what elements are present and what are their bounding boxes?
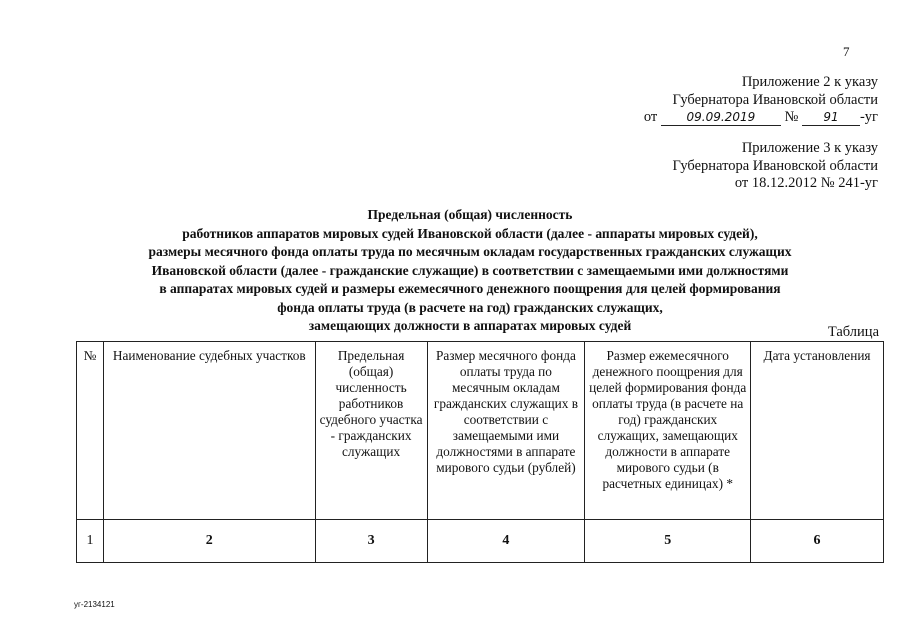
page-number: 7 xyxy=(843,44,850,59)
table-caption: Таблица xyxy=(827,324,879,340)
appendix-new-line2: Губернатора Ивановской области xyxy=(672,91,878,108)
title-line: замещающих должности в аппаратах мировых судей xyxy=(308,318,632,333)
title-line: Ивановской области (далее - гражданские служащие) в соответствии с замещаемыми ими должностями xyxy=(151,262,789,278)
table-numbering-row xyxy=(77,520,884,563)
header-court-districts: Наименование судебных участков xyxy=(103,342,315,520)
number-prefix: № xyxy=(784,109,799,125)
header-date-established: Дата установления xyxy=(751,342,884,520)
footer-document-code: уг-2134121 xyxy=(74,600,115,609)
appendix-new-date-line xyxy=(644,109,878,127)
staffing-table xyxy=(76,341,884,563)
table-cell: 2 xyxy=(103,520,315,563)
appendix-old-line1: Приложение 3 к указу xyxy=(741,140,878,156)
title-line: Предельная (общая) численность xyxy=(367,207,573,222)
title-line: размеры месячного фонда оплаты труда по месячным окладам государственных гражданских служащих xyxy=(148,244,792,259)
title-line: фонда оплаты труда (в расчете на год) гражданских служащих, xyxy=(277,299,663,315)
table-header-row xyxy=(77,342,884,520)
appendix-old-heading xyxy=(673,140,878,193)
table-cell: 6 xyxy=(751,520,884,563)
table-cell: 1 xyxy=(77,520,104,563)
document-title xyxy=(100,206,840,336)
title-line: работников аппаратов мировых судей Ивановской области (далее - аппараты мировых судей), xyxy=(182,225,758,241)
appendix-new-heading xyxy=(644,74,878,127)
date-prefix: от xyxy=(643,109,658,125)
appendix-new-line1: Приложение 2 к указу xyxy=(741,74,878,90)
title-line: в аппаратах мировых судей и размеры ежемесячного денежного поощрения для целей формирования xyxy=(159,281,781,296)
appendix-old-line2: Губернатора Ивановской области xyxy=(672,157,878,174)
handwritten-date: 09.09.2019 xyxy=(661,110,781,126)
table-cell: 5 xyxy=(585,520,751,563)
header-monthly-bonus: Размер ежемесячного денежного поощрения для целей формирования фонда оплаты труда (в расчете на год) гражданских служащих, замещающих должности в аппарате мирового судьи (в расчетных единицах) * xyxy=(585,342,751,520)
header-number: № xyxy=(77,342,104,520)
header-staff-count: Предельная (общая) численность работников судебного участка - гражданских служащих xyxy=(315,342,427,520)
table-cell: 3 xyxy=(315,520,427,563)
header-monthly-pay-fund: Размер месячного фонда оплаты труда по месячным окладам гражданских служащих в соответствии с замещаемыми ими должностями в аппарате мирового судьи (рублей) xyxy=(427,342,585,520)
appendix-old-line3: от 18.12.2012 № 241-уг xyxy=(734,175,878,191)
number-suffix: -уг xyxy=(859,109,878,125)
table-cell: 4 xyxy=(427,520,585,563)
handwritten-number: 91 xyxy=(802,110,860,126)
